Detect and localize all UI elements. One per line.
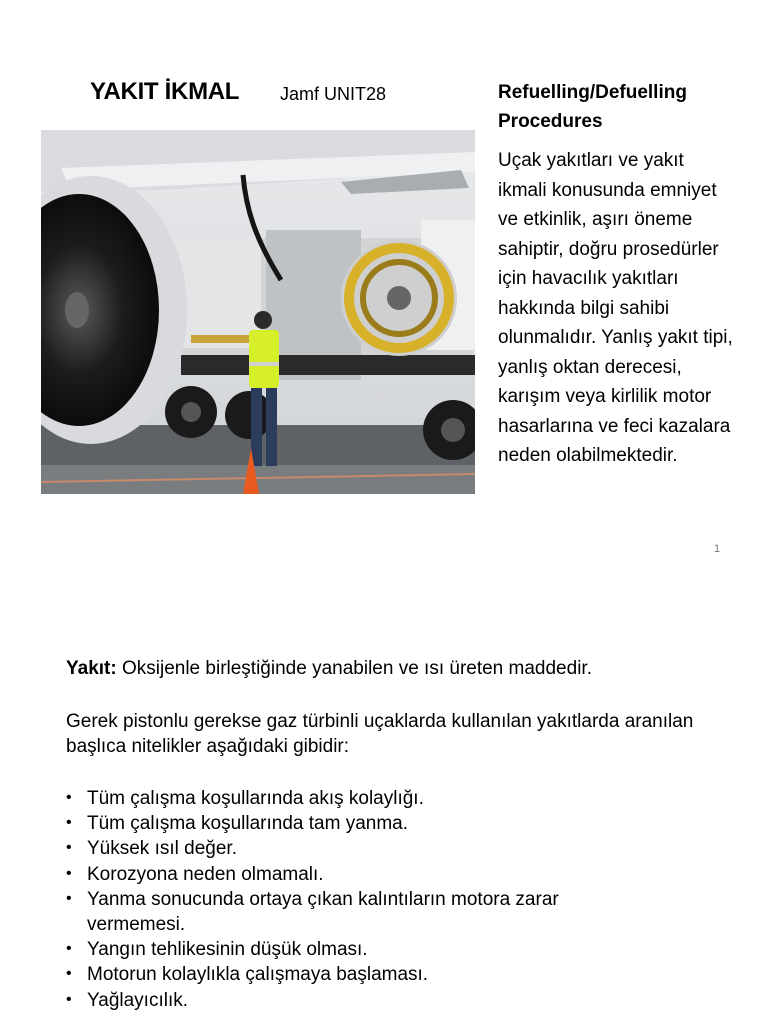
fuel-definition [66,658,592,680]
list-item: • Yangın tehlikesinin düşük olması. [66,937,647,962]
list-item: • Yüksek ısıl değer. [66,836,647,861]
list-item: • Tüm çalışma koşullarında tam yanma. [66,811,647,836]
section-heading: Refuelling/Defuelling Procedures [498,82,687,132]
list-item: • Yağlayıcılık. [66,988,647,1013]
list-item: • Yanma sonucunda ortaya çıkan kalıntıların motora zarar vermemesi. [66,887,647,937]
slide-title: YAKIT İKMAL [90,78,240,105]
slide-subtitle: Jamf UNIT28 [280,84,387,104]
definition-term: Yakıt: [66,658,117,679]
list-item: • Tüm çalışma koşullarında akış kolaylığı. [66,786,647,811]
requirements-list [66,786,647,1013]
refuelling-photo [41,130,475,494]
list-item: • Motorun kolaylıkla çalışmaya başlaması. [66,962,647,987]
definition-text: Oksijenle birleştiğinde yanabilen ve ısı üreten maddedir. [116,658,592,679]
intro-paragraph: Gerek pistonlu gerekse gaz türbinli uçaklarda kullanılan yakıtlarda aranılan başlıca nitelikler aşağıdaki gibidir: [66,711,694,757]
page-number: 1 [714,543,721,555]
list-item: • Korozyona neden olmamalı. [66,862,647,887]
body-paragraph: Uçak yakıtları ve yakıt ikmali konusunda emniyet ve etkinlik, aşırı öneme sahiptir, doğru prosedürler için havacılık yakıtları hakkında bilgi sahibi olunmalıdır. Yanlış yakıt tipi, yanlış oktan derecesi, karışım veya kirlilik motor hasarlarına ve feci kazalara neden olabilmektedir. [498,150,733,466]
slide-2 [0,575,768,1024]
